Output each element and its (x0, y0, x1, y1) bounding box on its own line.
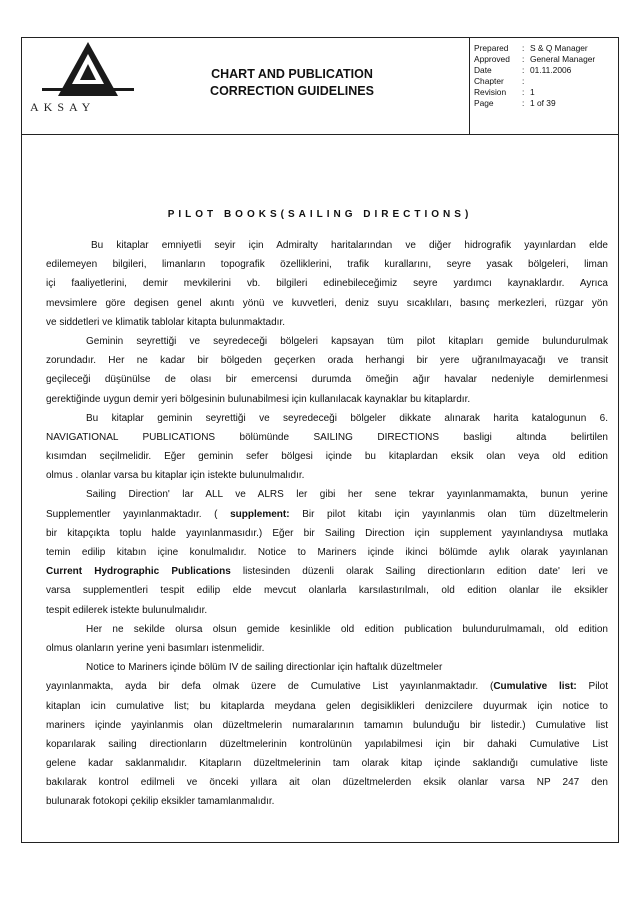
text-line: Sailing Direction' lar ALL ve ALRS ler gibi her sene tekrar yayınlanmamakta, bunun yerine (86, 489, 608, 501)
document-title (182, 66, 402, 100)
text-line: ve siddetleri ve klimatik tablolar kitapta bulunmaktadır. (46, 316, 286, 328)
text-line: Her ne sekilde olursa olsun gemide kesinlikle old edition publication bulundurulmamalı, old edition (86, 623, 608, 635)
text-line: bakılarak kontrol edilmeli ve önceki yıllara ait olan düzeltmelerden eksik olanlar varsa NP 247 den (46, 777, 608, 789)
text-line: varsa supplementleri tespit edilip elde mevcut olanlarla karsılastırılmalı, old edition olanlar ile eksikler (46, 585, 608, 597)
text-line: mevsimlere göre degisen genel akıntı yönü ve kuvvetleri, deniz suyu sıcaklıları, basınç merkezleri, rüzgar yön (46, 297, 608, 309)
text-line: olmus . olanlar varsa bu kitaplar için istekte bulunulmalıdır. (46, 470, 305, 482)
title-line-2: CORRECTION GUIDELINES (210, 84, 374, 98)
document-meta: Prepared : S & Q Manager Approved : General Manager Date : 01.11.2006 Chapter : Revision : 1 Page : 1 of 39 (469, 38, 619, 134)
aksay-logo-icon (28, 40, 148, 98)
text-line: içi faaliyetlerini, demir mevkilerini vb. bilgileri edinebileceğimiz seyre yardımcı kaynaklardır. Ayrıca (46, 278, 608, 290)
body-text (46, 236, 608, 812)
text-line: zorundadır. Her ne kadar bir bölgeden geçerken orada herhangi bir yere uğranılmayacağı ve transit (46, 355, 608, 367)
text-line: mariners içinde yayinlanmis olan düzeltmelerin numaralarının tamamın bulunduğu bir listedir.) Cumulative list (46, 719, 608, 731)
text-line: Supplementler yayınlanmaktadır. ( supplement: Bir pilot kitabı için yayınlanmis olan tüm düzeltmelerin (46, 508, 608, 520)
text-line: Current Hydrographic Publications listesinden düzenli olarak Sailing directionların edition date' leri ve (46, 566, 608, 578)
title-line-1: CHART AND PUBLICATION (211, 67, 373, 81)
text-line: temin edilip kitabın içine konulmalıdır. Notice to Mariners içinde ikinci bölümde aylık olarak yayınlanan (46, 547, 608, 558)
text-line: edilemeyen bilgileri, limanların topografik özelliklerini, trafik kurallarını, seyre yasak bölgeleri, liman (46, 259, 608, 271)
document-header (22, 38, 618, 135)
text-line: gerektiğinde uygun demir yeri bölgesinin bulunabilmesi için kullanılacak kaynaklar bu kitaplardır. (46, 393, 471, 405)
text-line: Bu kitaplar emniyetli seyir için Admiralty haritalarından ve diğer hidrografik yayınlardan elde (91, 240, 608, 251)
text-line: bir kitapçıkta toplu halde yayınlanmasıdır.) Eğer bir Sailing Direction için supplement yayınlandıysa mutlaka (46, 527, 608, 539)
text-line: Bu kitaplar geminin seyrettiği ve seyredeceği bölgeler dikkate alınarak harita katalogunun 6. (86, 412, 608, 424)
section-title: PILOT BOOKS(SAILING DIRECTIONS) (167, 209, 473, 220)
text-line: Notice to Mariners içinde bölüm IV de sailing directionlar için haftalık düzeltmeler (86, 662, 443, 674)
text-line: koparılarak sailing directionların düzeltmelerinin kontrolünün yapılabilmesi için bir dahaki Cumulative List (46, 738, 608, 750)
text-line: kısımdan seçilmelidir. Eğer geminin sefer bölgesi içinde bu kitaplardan eksik olan veya old edition (46, 451, 608, 463)
text-line: Geminin seyrettiği ve seyredeceği bölgeleri kapsayan tüm pilot kitapları gemide bulundurulmak (86, 335, 608, 347)
text-line: gelene kadar saklanmalıdır. Kitapların düzeltmelerinin tam olarak kitap içinde saklandığı cumulative liste (46, 758, 608, 770)
text-line: yayınlanmakta, ayda bir defa olmak üzere de Cumulative List yayınlanmaktadır. (Cumulative list: Pilot (46, 681, 608, 693)
text-line: bulunarak fotokopi çekilip eksikler tamamlanmalıdır. (46, 796, 275, 808)
text-line: kitaplan icin cumulative list; bu kitaplarda meydana gelen degisiklikleri denizcilere duyurmak için notice to (46, 700, 608, 712)
text-line: tespit edilerek istekte bulunulmalıdır. (46, 604, 208, 616)
text-line: NAVIGATIONAL PUBLICATIONS bölümünde SAILING DIRECTIONS basligi altında belirtilen (46, 431, 608, 443)
logo-wordmark: AKSAY (30, 100, 96, 114)
text-line: geçileceği düşünülse de olası bir emercensi durumda ömeğin ağır havalar nedeniyle demirlenmesi (46, 374, 608, 386)
text-line: olmus olanların yerine yeni basımları istenmelidir. (46, 642, 265, 654)
